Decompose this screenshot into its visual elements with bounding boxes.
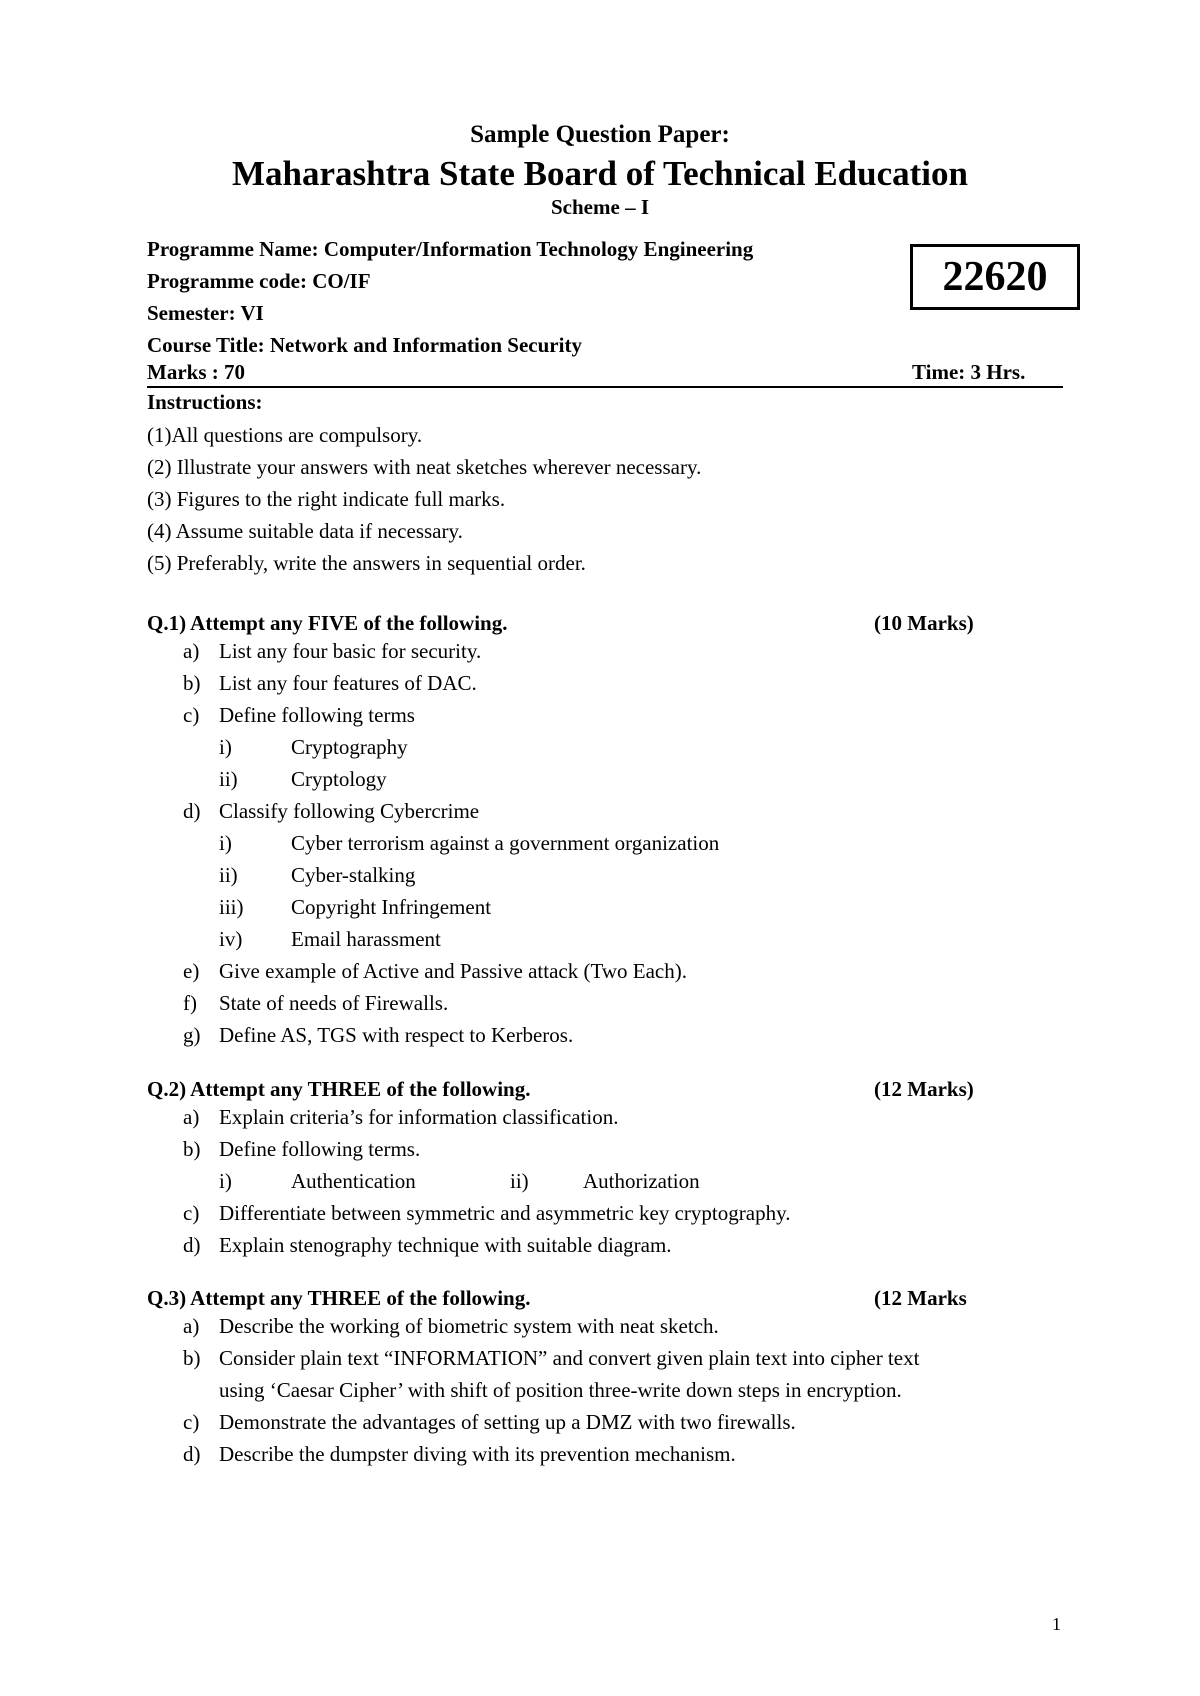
instruction-item: (5) Preferably, write the answers in sequential order. [147,551,586,575]
question-label: g) [183,1023,201,1047]
question-text: Demonstrate the advantages of setting up a DMZ with two firewalls. [219,1410,796,1434]
board-title: Maharashtra State Board of Technical Education [231,154,968,193]
q2-marks: (12 Marks) [874,1077,974,1101]
question-label: d) [183,1442,201,1466]
q2-heading: Q.2) Attempt any THREE of the following. [147,1077,531,1101]
instructions-heading: Instructions: [147,390,263,414]
header-divider [147,386,1063,388]
question-text: Explain stenography technique with suitable diagram. [219,1233,672,1257]
q1-marks: (10 Marks) [874,611,974,635]
sub-text: Cyber terrorism against a government organization [291,831,720,855]
question-label: d) [183,799,201,823]
programme-code: Programme code: CO/IF [147,269,371,293]
sub-label: iii) [219,895,244,919]
question-text-continued: using ‘Caesar Cipher’ with shift of position three-write down steps in encryption. [219,1378,902,1402]
question-text: List any four basic for security. [219,639,482,663]
question-label: f) [183,991,197,1015]
semester: Semester: VI [147,301,264,325]
sub-text: Copyright Infringement [291,895,492,919]
question-text: Explain criteria’s for information classification. [219,1105,619,1129]
question-text: Describe the working of biometric system with neat sketch. [219,1314,719,1338]
question-text: Classify following Cybercrime [219,799,480,823]
question-label: b) [183,671,201,695]
sub-label: iv) [219,927,243,951]
sub-label: i) [219,1169,232,1193]
page-number: 1 [1052,1614,1061,1634]
question-label: a) [183,1314,200,1338]
question-text: Give example of Active and Passive attack (Two Each). [219,959,687,983]
question-label: c) [183,703,200,727]
instruction-item: (2) Illustrate your answers with neat sketches wherever necessary. [147,455,702,479]
sub-text: Cryptography [291,735,408,759]
sub-text: Authorization [583,1169,700,1193]
question-label: c) [183,1410,200,1434]
sub-label: i) [219,831,232,855]
paper-subtitle: Sample Question Paper: [470,121,730,148]
exam-time: Time: 3 Hrs. [912,360,1026,384]
question-label: c) [183,1201,200,1225]
question-label: a) [183,639,200,663]
question-text: Describe the dumpster diving with its prevention mechanism. [219,1442,736,1466]
question-text: Consider plain text “INFORMATION” and convert given plain text into cipher text [219,1346,920,1370]
q3-marks: (12 Marks [874,1286,967,1310]
course-title: Course Title: Network and Information Security [147,333,582,357]
sub-label: i) [219,735,232,759]
question-text: List any four features of DAC. [219,671,477,695]
total-marks: Marks : 70 [147,360,245,384]
question-text: Define AS, TGS with respect to Kerberos. [219,1023,574,1047]
question-label: d) [183,1233,201,1257]
sub-text: Authentication [291,1169,416,1193]
sub-text: Cyber-stalking [291,863,416,887]
question-text: State of needs of Firewalls. [219,991,449,1015]
question-label: e) [183,959,200,983]
sub-label: ii) [219,863,238,887]
sub-label: ii) [510,1169,529,1193]
course-code-box [910,244,1080,310]
instruction-item: (3) Figures to the right indicate full marks. [147,487,506,511]
question-text: Differentiate between symmetric and asymmetric key cryptography. [219,1201,791,1225]
sub-text: Cryptology [291,767,387,791]
course-code: 22620 [942,254,1048,300]
sub-text: Email harassment [291,927,441,951]
question-text: Define following terms [219,703,415,727]
question-label: b) [183,1137,201,1161]
scheme-label: Scheme – I [551,195,649,219]
sub-label: ii) [219,767,238,791]
question-label: b) [183,1346,201,1370]
question-label: a) [183,1105,200,1129]
question-text: Define following terms. [219,1137,421,1161]
programme-name: Programme Name: Computer/Information Technology Engineering [147,237,754,261]
q1-heading: Q.1) Attempt any FIVE of the following. [147,611,508,635]
instruction-item: (1)All questions are compulsory. [147,423,423,447]
q3-heading: Q.3) Attempt any THREE of the following. [147,1286,531,1310]
instruction-item: (4) Assume suitable data if necessary. [147,519,463,543]
